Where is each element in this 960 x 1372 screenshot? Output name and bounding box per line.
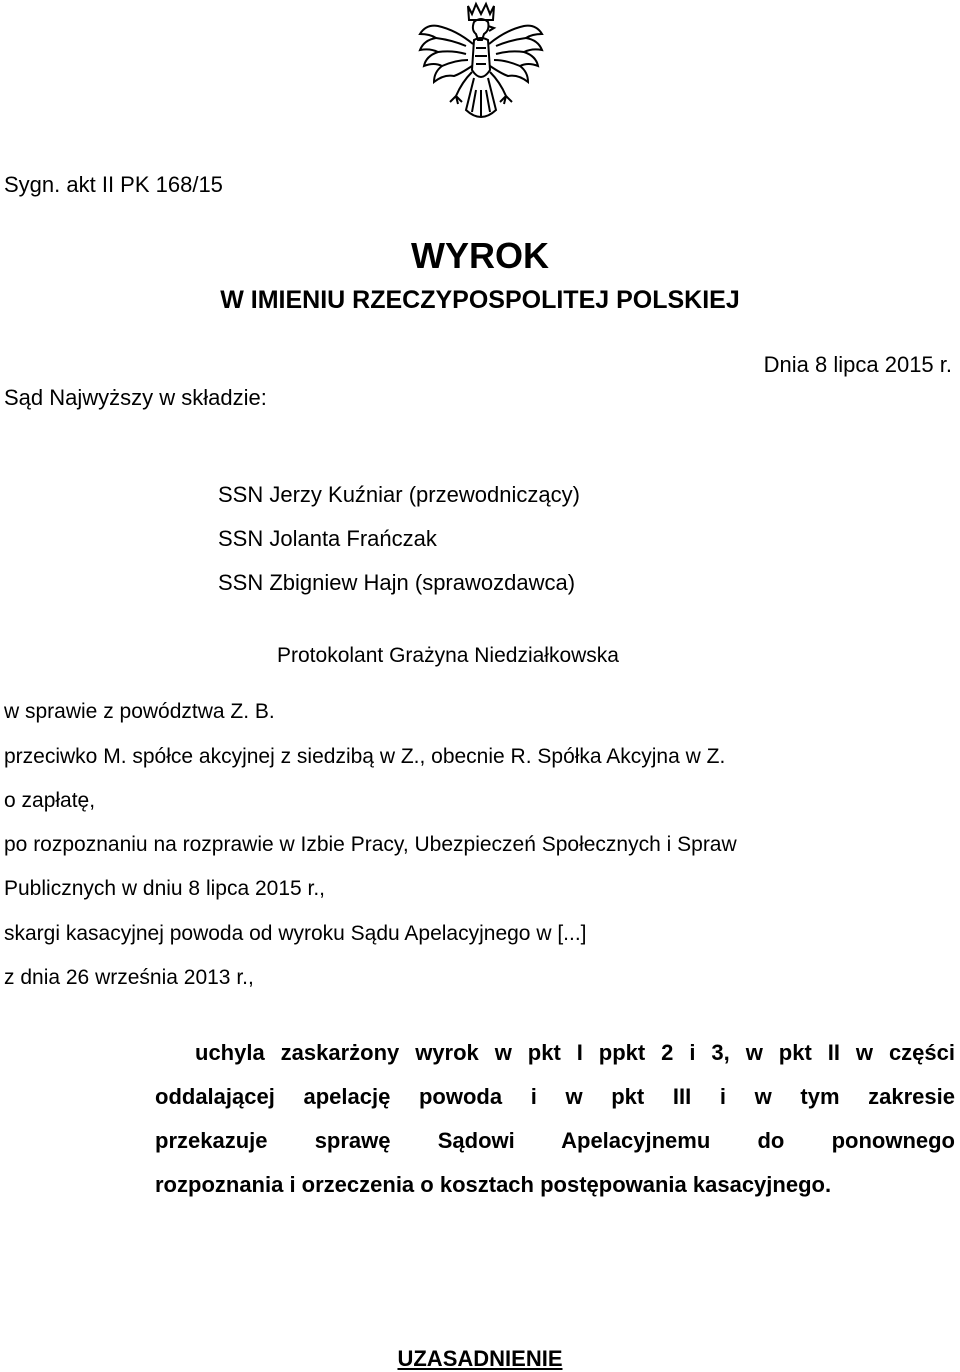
judgment-date: Dnia 8 lipca 2015 r. <box>763 352 952 377</box>
case-line: Publicznych w dniu 8 lipca 2015 r., <box>4 877 326 900</box>
panel-judge-1: SSN Jerzy Kuźniar (przewodniczący) <box>218 482 580 507</box>
verdict-line: oddalającej apelację powoda i w pkt III i w tym zakresie <box>155 1084 955 1109</box>
court-composition-label: Sąd Najwyższy w składzie: <box>4 385 267 410</box>
panel-judge-2: SSN Jolanta Frańczak <box>218 526 437 551</box>
case-line: po rozpoznaniu na rozprawie w Izbie Pracy, Ubezpieczeń Społecznych i Spraw <box>4 833 737 856</box>
case-line: w sprawie z powództwa Z. B. <box>4 700 275 723</box>
verdict-line: rozpoznania i orzeczenia o kosztach postępowania kasacyjnego. <box>155 1172 832 1197</box>
case-line: przeciwko M. spółce akcyjnej z siedzibą w Z., obecnie R. Spółka Akcyjna w Z. <box>4 745 726 768</box>
document-subtitle: W IMIENIU RZECZYPOSPOLITEJ POLSKIEJ <box>220 286 740 314</box>
court-clerk: Protokolant Grażyna Niedziałkowska <box>277 644 619 667</box>
case-signature: Sygn. akt II PK 168/15 <box>4 172 223 197</box>
verdict-line: przekazuje sprawę Sądowi Apelacyjnemu do ponownego <box>155 1128 955 1153</box>
document-title: WYROK <box>411 235 549 276</box>
eagle-emblem-icon <box>416 0 546 134</box>
case-line: skargi kasacyjnej powoda od wyroku Sądu Apelacyjnego w [...] <box>4 922 587 945</box>
case-line: o zapłatę, <box>4 789 96 812</box>
section-heading-uzasadnienie: UZASADNIENIE <box>397 1346 563 1371</box>
verdict-line: uchyla zaskarżony wyrok w pkt I ppkt 2 i 3, w pkt II w części <box>195 1040 955 1065</box>
panel-judge-3: SSN Zbigniew Hajn (sprawozdawca) <box>218 570 576 595</box>
case-line: z dnia 26 września 2013 r., <box>4 966 254 989</box>
